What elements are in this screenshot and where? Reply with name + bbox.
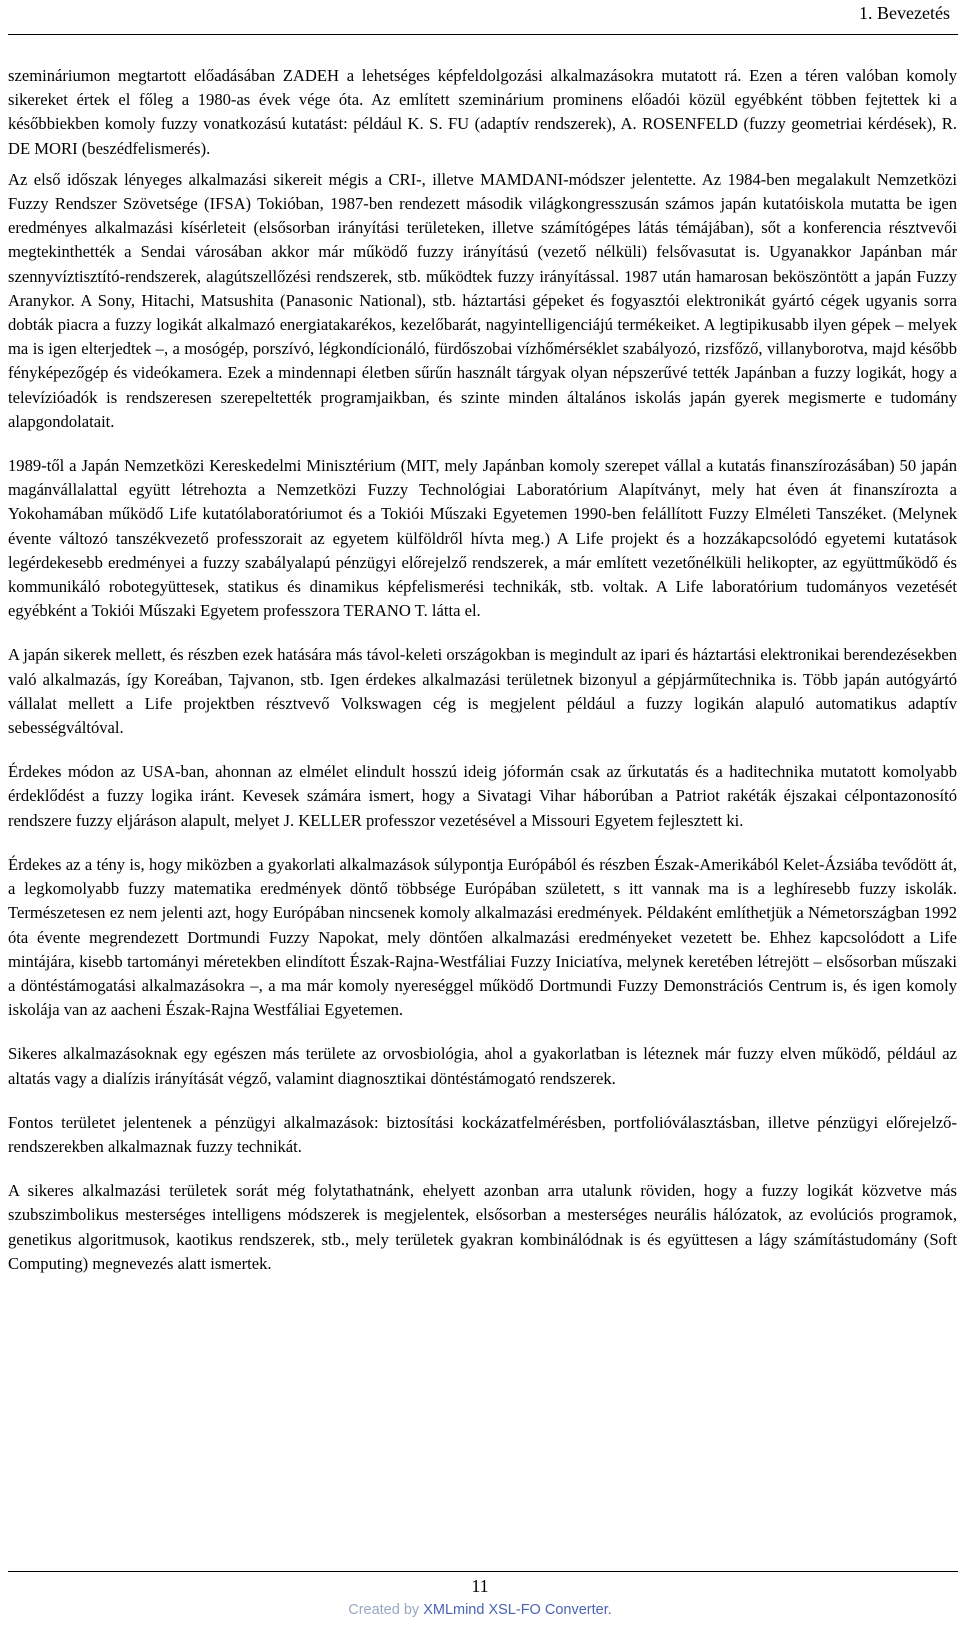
- paragraph: Az első időszak lényeges alkalmazási sikereit mégis a CRI-, illetve MAMDANI-módszer jelentette. Az 1984-ben megalakult Nemzetközi Fuzzy Rendszer Szövetsége (IFSA) Tokióban, 1987-ben rendezett második világkongresszusán számos japán kutatóiskola mutatta be igen eredményes alkalmazási kísérleteit (elsősorban irányítási területeken, illetve számítógépes látás témájában), sőt a konferencia résztvevői megtekinthették a Sendai városában akkor már működő fuzzy irányítású (vezető nélküli) felsővasutat is. Ugyanakkor Japánban már szennyvíztisztító-rendszerek, alagútszellőzési rendszerek, stb. működtek fuzzy irányítással. 1987 után hamarosan beköszöntött a japán Fuzzy Aranykor. A Sony, Hitachi, Matsushita (Panasonic National), stb. háztartási gépeket és fogyasztói elektronikát gyártó cégek ugyanis sorra dobták piacra a fuzzy logikát alkalmazó energiatakarékos, kezelőbarát, nagyintelligenciájú termékeiket. A legtipikusabb ilyen gépek – melyek ma is igen elterjedtek –, a mosógép, porszívó, légkondícionáló, fürdőszobai vízhőmérséklet szabályozó, rizsfőző, villanyborotva, majd később fényképezőgép és videókamera. Ezek a mindennapi életben sűrűn használt tárgyak olyan népszerűvé tették Japánban a fuzzy logikát, hogy a televízióadók is rendszeresen szerepeltették programjaikban, és szinte minden általános iskolás japán gyerek megismerte e tudomány alapgondolatait.: [8, 169, 957, 431]
- paragraph: A sikeres alkalmazási területek sorát még folytathatnánk, ehelyett azonban arra utalunk röviden, hogy a fuzzy logikát közvetve más szubszimbolikus mesterséges intelligens módszerek is megjelentek, elsősorban a mesterséges neurális hálózatok, az evolúciós programok, genetikus algoritmusok, kaotikus rendszerek, stb., mely területek gyakran kombinálódnak is és együttesen a lágy számítástudomány (Soft Computing) megnevezés alatt ismertek.: [8, 1181, 957, 1273]
- page-body: [8, 64, 957, 1296]
- paragraph: 1989-től a Japán Nemzetközi Kereskedelmi Minisztérium (MIT, mely Japánban komoly szerepet vállal a kutatás finanszírozásában) 50 japán magánvállalattal együtt létrehozta a Nemzetközi Fuzzy Technológiai Laboratórium Alapítványt, mely hat éven át finanszírozta a Yokohamában működő Life kutatólaboratóriumot és a Tokiói Műszaki Egyetemen 1990-ben felállított Fuzzy Elméleti Tanszéket. (Melynek évente változó tanszékvezető professzorait az egyetem külföldről hívta meg.) A Life projekt és a hozzákapcsolódó egyetemi kutatások legérdekesebb eredményei a fuzzy szabályalapú pénzügyi előrejelző rendszerek, a már említett vezetőnélküli helikopter, az együttműködő és kommunikáló robotegyüttesek, statikus és dinamikus képfelismerési technikák, stb. voltak. A Life laboratórium tudományos vezetését egyébként a Tokiói Műszaki Egyetem professzora TERANO T. látta el.: [8, 456, 957, 621]
- running-header: [8, 0, 958, 35]
- paragraph: Érdekes az a tény is, hogy miközben a gyakorlati alkalmazások súlypontja Európából és részben Észak-Amerikából Kelet-Ázsiába tevődött át, a legkomolyabb fuzzy matematika eredmények döntő többsége Európában született, s itt vannak ma is a leghíresebb fuzzy iskolák. Természetesen ez nem jelenti azt, hogy Európában nincsenek komoly alkalmazási eredmények. Példaként említhetjük a Németországban 1992 óta évente megrendezett Dortmundi Fuzzy Napokat, mely döntően alkalmazási eredményeket vezetett be. Ehhez kapcsolódott a Life mintájára, kisebb tartományi méretekben elindított Észak-Rajna-Westfáliai Fuzzy Iniciatíva, melynek keretében létrejött – elsősorban műszaki a döntéstámogatási alkalmazásokra –, a ma már komoly nyereséggel működő Dortmundi Fuzzy Demonstrációs Centrum is, és igen komoly iskolája van az aacheni Észak-Rajna Westfáliai Egyetemen.: [8, 854, 957, 1020]
- paragraph: Sikeres alkalmazásoknak egy egészen más területe az orvosbiológia, ahol a gyakorlatban is léteznek már fuzzy elven működő, például az altatás vagy a dialízis irányítását végző, valamint diagnosztikai döntéstámogató rendszerek.: [8, 1044, 957, 1088]
- paragraph: A japán sikerek mellett, és részben ezek hatására más távol-keleti országokban is megindult az ipari és háztartási elektronikai berendezésekben való alkalmazás, így Koreában, Tajvanon, stb. Igen érdekes alkalmazási területnek bizonyul a gépjárműtechnika is. Több japán autógyártó vállalat mellett a Life projektben résztvevő Volkswagen cég is megjelent például a fuzzy logikán alapuló automatikus adaptív sebességváltóval.: [8, 645, 957, 738]
- footer-divider: [8, 1571, 958, 1572]
- converter-prefix: Created by: [348, 1602, 424, 1618]
- paragraph: Fontos területet jelentenek a pénzügyi alkalmazások: biztosítási kockázatfelmérésben, portfolióválasztásban, illetve pénzügyi előrejelző-rendszerekben alkalmaznak fuzzy technikát.: [8, 1112, 957, 1156]
- chapter-title: 1. Bevezetés: [859, 3, 950, 23]
- converter-credit: [0, 1602, 960, 1618]
- paragraph: Érdekes módon az USA-ban, ahonnan az elmélet elindult hosszú ideig jóformán csak az űrkutatás és a haditechnika mutatott komolyabb érdeklődést a fuzzy logika iránt. Kevesek számára ismert, hogy a Sivatagi Vihar háborúban a Patriot rakéták éjszakai célpontazonosító rendszere fuzzy eljáráson alapult, melyet J. KELLER professzor vezetésével a Missouri Egyetem fejlesztett ki.: [8, 762, 957, 830]
- paragraph: szemináriumon megtartott előadásában ZADEH a lehetséges képfeldolgozási alkalmazásokra mutatott rá. Ezen a téren valóban komoly sikereket értek el főleg a 1980-as évek vége óta. Az említett szeminárium prominens előadói közül egyébként többen fejtettek ki a későbbiekben komoly fuzzy vonatkozású kutatást: például K. S. FU (adaptív rendszerek), A. ROSENFELD (fuzzy geometriai kérdések), R. DE MORI (beszédfelismerés).: [8, 66, 957, 158]
- page-number: 11: [471, 1576, 489, 1596]
- converter-link[interactable]: XMLmind XSL-FO Converter.: [423, 1602, 612, 1618]
